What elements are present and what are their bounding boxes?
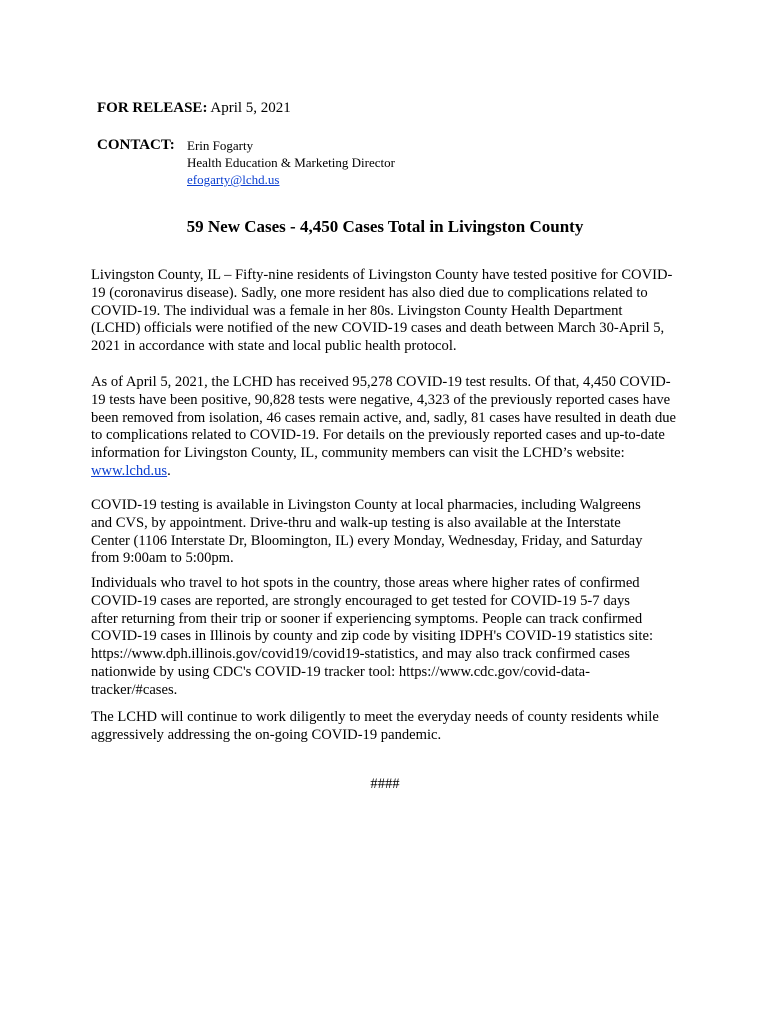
paragraph-line: aggressively addressing the on-going COVID-19 pandemic. <box>91 726 442 743</box>
release-date: April 5, 2021 <box>210 100 291 116</box>
paragraph-line: COVID-19 testing is available in Livingston County at local pharmacies, including Walgreens <box>91 497 641 513</box>
release-line <box>97 99 291 117</box>
paragraph-closing <box>91 709 686 745</box>
paragraph-testing-locations <box>91 497 686 568</box>
paragraph-line: (LCHD) officials were notified of the new COVID-19 cases and death between March 30-April 5, <box>91 320 665 337</box>
paragraph-travel-guidance <box>91 575 686 700</box>
paragraph-line: Individuals who travel to hot spots in the country, those areas where higher rates of confirmed <box>91 575 640 591</box>
paragraph-line: 2021 in accordance with state and local public health protocol. <box>91 338 457 355</box>
paragraph-line: Livingston County, IL – Fifty-nine residents of Livingston County have tested positive for COVID- <box>91 267 673 283</box>
paragraph-line <box>91 463 686 481</box>
paragraph-line: 19 tests have been positive, 90,828 tests were negative, 4,323 of the previously reported cases have <box>91 391 671 408</box>
contact-email-link[interactable]: efogarty@lchd.us <box>187 172 280 187</box>
paragraph-new-cases <box>91 267 686 356</box>
contact-label: CONTACT: <box>97 137 175 153</box>
paragraph-line: COVID-19 cases in Illinois by county and zip code by visiting IDPH's COVID-19 statistics site: <box>91 628 653 645</box>
paragraph-line: COVID-19 cases are reported, are strongly encouraged to get tested for COVID-19 5-7 days <box>91 592 630 609</box>
paragraph-line: 19 (coronavirus disease). Sadly, one more resident has also died due to complications related to <box>91 284 648 301</box>
page-title: 59 New Cases - 4,450 Cases Total in Livingston County <box>186 217 584 236</box>
paragraph-line: COVID-19. The individual was a female in her 80s. Livingston County Health Department <box>91 302 623 319</box>
paragraph-line: information for Livingston County, IL, community members can visit the LCHD’s website: <box>91 445 625 462</box>
contact-details <box>187 137 395 188</box>
paragraph-line: and CVS, by appointment. Drive-thru and walk-up testing is also available at the Interstate <box>91 514 621 531</box>
paragraph-line: from 9:00am to 5:00pm. <box>91 550 234 567</box>
paragraph-line: after returning from their trip or sooner if experiencing symptoms. People can track confirmed <box>91 610 643 627</box>
website-link[interactable]: www.lchd.us <box>91 462 168 479</box>
contact-name: Erin Fogarty <box>187 138 254 153</box>
end-mark: #### <box>370 776 400 792</box>
paragraph-line: nationwide by using CDC's COVID-19 tracker tool: https://www.cdc.gov/covid-data- <box>91 663 591 680</box>
paragraph-line: https://www.dph.illinois.gov/covid19/covid19-statistics, and may also track confirmed cases <box>91 646 630 663</box>
paragraph-line: As of April 5, 2021, the LCHD has received 95,278 COVID-19 test results. Of that, 4,450 COVID- <box>91 374 671 390</box>
contact-label-line <box>97 136 175 154</box>
paragraph-line: to complications related to COVID-19. For details on the previously reported cases and up-to-date <box>91 427 665 444</box>
release-label: FOR RELEASE: <box>97 100 208 116</box>
link-suffix: . <box>167 462 171 479</box>
paragraph-line: tracker/#cases. <box>91 681 178 698</box>
paragraph-line: been removed from isolation, 46 cases remain active, and, sadly, 81 cases have resulted in death due <box>91 409 677 426</box>
paragraph-test-results <box>91 374 686 481</box>
paragraph-line: The LCHD will continue to work diligently to meet the everyday needs of county residents while <box>91 709 659 725</box>
paragraph-line: Center (1106 Interstate Dr, Bloomington, IL) every Monday, Wednesday, Friday, and Saturday <box>91 532 643 549</box>
contact-title: Health Education & Marketing Director <box>187 155 395 170</box>
